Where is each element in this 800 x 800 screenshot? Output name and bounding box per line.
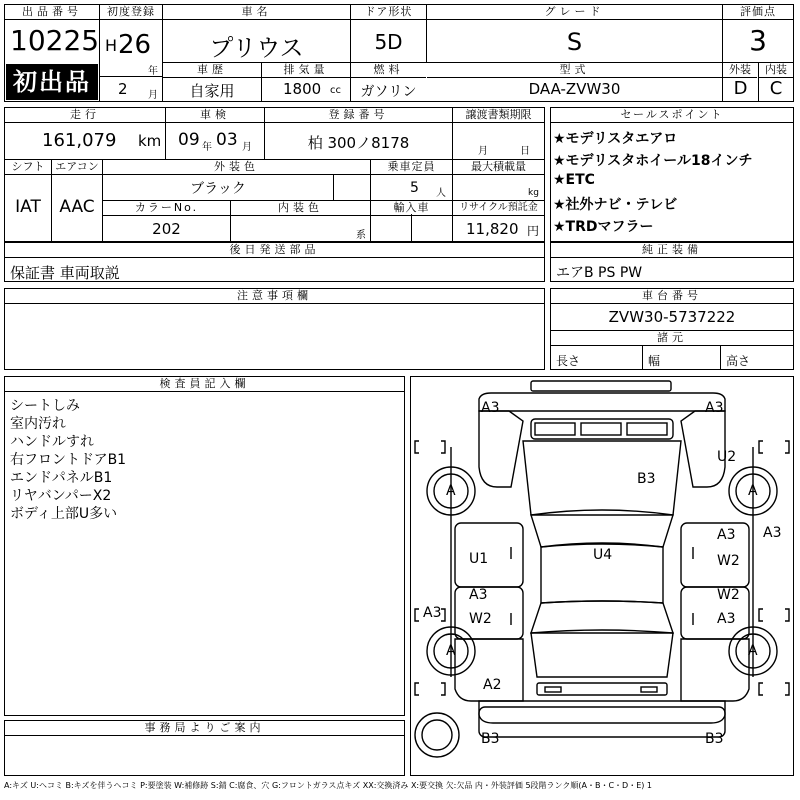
fuel: ガソリン <box>360 84 417 100</box>
chassis-label: 車台番号 <box>551 289 793 304</box>
fuel-label: 燃料 <box>351 63 426 78</box>
interior-color-unit: 系 <box>356 230 366 241</box>
transfer-month-unit: 月 <box>478 146 488 157</box>
mark-left-side: A3 <box>423 605 442 621</box>
first-listing-badge: 初出品 <box>6 64 98 100</box>
mark-front-left-bumper: A3 <box>481 400 500 416</box>
year-unit: 年 <box>148 66 158 77</box>
plate-label: 登録番号 <box>265 108 452 123</box>
sales-points-label: セールスポイント <box>551 108 793 123</box>
car-diagram <box>410 376 794 776</box>
office-label: 事務局よりご案内 <box>5 721 404 736</box>
mark-left-rear-door-bottom: W2 <box>469 611 492 627</box>
mark-rear-bumper-left: B3 <box>481 731 500 747</box>
color-number: 202 <box>152 220 181 238</box>
registration-label: 初度登録 <box>100 5 162 20</box>
legend: A:キズ U:ヘコミ B:キズを伴うヘコミ P:要塗装 W:補修跡 S:錆 C:腐食、穴 G:フロントガラス点キズ XX:交換済み X:要交換 欠:欠品 内・外装評価 5段階ランク順(A・B・C・D・E) 1 <box>4 781 653 790</box>
sales-point-item: ★モデリスタエアロ <box>553 131 678 147</box>
month-unit: 月 <box>148 90 158 101</box>
mileage-unit: km <box>138 132 162 150</box>
mark-hood: B3 <box>637 471 656 487</box>
sales-point-item: ★TRDマフラー <box>553 219 654 235</box>
mark-right-front-door-bottom: W2 <box>717 553 740 569</box>
inspector-line: 右フロントドアB1 <box>10 452 127 468</box>
inspector-line: ハンドルすれ <box>10 434 94 450</box>
interior-grade: C <box>769 78 783 99</box>
displacement: 1800 <box>283 80 322 98</box>
sales-point-item: ★社外ナビ・テレビ <box>553 197 678 213</box>
length-label: 長さ <box>556 354 581 368</box>
color-label: 外装色 <box>103 160 370 175</box>
door-type: 5D <box>374 30 403 54</box>
transfer-day-unit: 日 <box>520 146 530 157</box>
inspection-month: 03 <box>216 130 238 150</box>
interior-label: 内装 <box>759 63 793 78</box>
capacity: 5 <box>410 180 419 196</box>
lot-number-label: 出品番号 <box>5 5 99 20</box>
recycle-unit: 円 <box>527 224 540 238</box>
mileage-label: 走行 <box>5 108 165 123</box>
inspector-label: 検査員記入欄 <box>5 377 404 392</box>
displacement-unit: cc <box>330 85 341 96</box>
inspector-line: 室内汚れ <box>10 416 66 432</box>
model-code: DAA-ZVW30 <box>528 80 621 98</box>
history-label: 車歴 <box>163 63 261 78</box>
era: H <box>105 36 118 55</box>
grade: S <box>566 28 583 56</box>
sales-point-item: ★ETC <box>553 172 595 188</box>
mark-rear-bumper-right: B3 <box>705 731 724 747</box>
air-conditioner: AAC <box>59 197 95 217</box>
inspector-line: リヤバンパーX2 <box>10 488 112 504</box>
shift-label: シフト <box>5 160 51 175</box>
history: 自家用 <box>189 82 235 100</box>
exterior-color: ブラック <box>190 181 246 197</box>
max-load-unit: kg <box>528 188 539 198</box>
plate-number: 柏 300ノ8178 <box>307 134 410 152</box>
displacement-label: 排気量 <box>262 63 350 78</box>
mark-wheel-front-left: A <box>446 483 456 499</box>
max-load-label: 最大積載量 <box>453 160 544 175</box>
score: 3 <box>749 24 767 57</box>
standard-equipment-value: エアB PS PW <box>556 265 643 281</box>
color-number-label: カラーNo. <box>103 201 230 216</box>
transfer-deadline-label: 譲渡書類期限 <box>453 108 544 123</box>
later-parts-value: 保証書 車両取説 <box>10 264 120 282</box>
model-label: 型式 <box>427 63 722 78</box>
mark-right-front-door-top: A3 <box>717 527 736 543</box>
standard-equipment-label: 純正装備 <box>551 243 793 258</box>
car-name-label: 車名 <box>163 5 350 20</box>
shift: IAT <box>15 197 41 217</box>
door-label: ドア形状 <box>351 5 426 20</box>
exterior-label: 外装 <box>723 63 757 78</box>
registration-year: 26 <box>118 30 152 60</box>
registration-month: 2 <box>118 80 128 98</box>
lot-number: 10225 <box>10 24 100 57</box>
mark-wheel-rear-right: A <box>748 643 758 659</box>
interior-color-label: 内装色 <box>231 201 370 216</box>
mark-wheel-rear-left: A <box>446 643 456 659</box>
exterior-grade: D <box>733 78 748 99</box>
notes-label: 注意事項欄 <box>5 289 544 304</box>
inspection-month-unit: 月 <box>242 142 252 153</box>
recycle-label: リサイクル預託金 <box>453 201 544 216</box>
dims-label: 諸元 <box>551 331 793 346</box>
mark-left-rear-quarter: A2 <box>483 677 502 693</box>
width-label: 幅 <box>648 354 661 368</box>
mark-right-front-fender: U2 <box>717 449 737 465</box>
score-label: 評価点 <box>723 5 793 20</box>
ac-label: エアコン <box>52 160 102 175</box>
mark-right-side: A3 <box>763 525 782 541</box>
mark-right-rear-door-bottom: A3 <box>717 611 736 627</box>
inspector-line: シートしみ <box>10 398 80 414</box>
height-label: 高さ <box>726 354 751 368</box>
chassis-number: ZVW30-5737222 <box>608 308 736 326</box>
mark-right-rear-door-top: W2 <box>717 587 740 603</box>
recycle-fee: 11,820 <box>466 220 519 238</box>
mark-left-front-door: U1 <box>469 551 489 567</box>
mark-left-rear-door-top: A3 <box>469 587 488 603</box>
car-name: プリウス <box>209 34 304 62</box>
mark-wheel-front-right: A <box>748 483 758 499</box>
inspector-line: エンドパネルB1 <box>10 470 113 486</box>
inspector-line: ボディ上部U多い <box>10 506 118 522</box>
grade-label: グレード <box>427 5 722 20</box>
inspection-year-unit: 年 <box>202 142 212 153</box>
car-outline <box>411 377 793 775</box>
mileage: 161,079 <box>42 130 117 151</box>
inspection-label: 車検 <box>166 108 264 123</box>
mark-front-right-bumper: A3 <box>705 400 724 416</box>
capacity-label: 乗車定員 <box>371 160 452 175</box>
capacity-unit: 人 <box>436 188 446 199</box>
import-label: 輸入車 <box>371 201 452 216</box>
later-parts-label: 後日発送部品 <box>5 243 544 258</box>
inspection-year: 09 <box>178 130 200 150</box>
mark-roof: U4 <box>593 547 613 563</box>
sales-point-item: ★モデリスタホイール18インチ <box>553 153 753 169</box>
